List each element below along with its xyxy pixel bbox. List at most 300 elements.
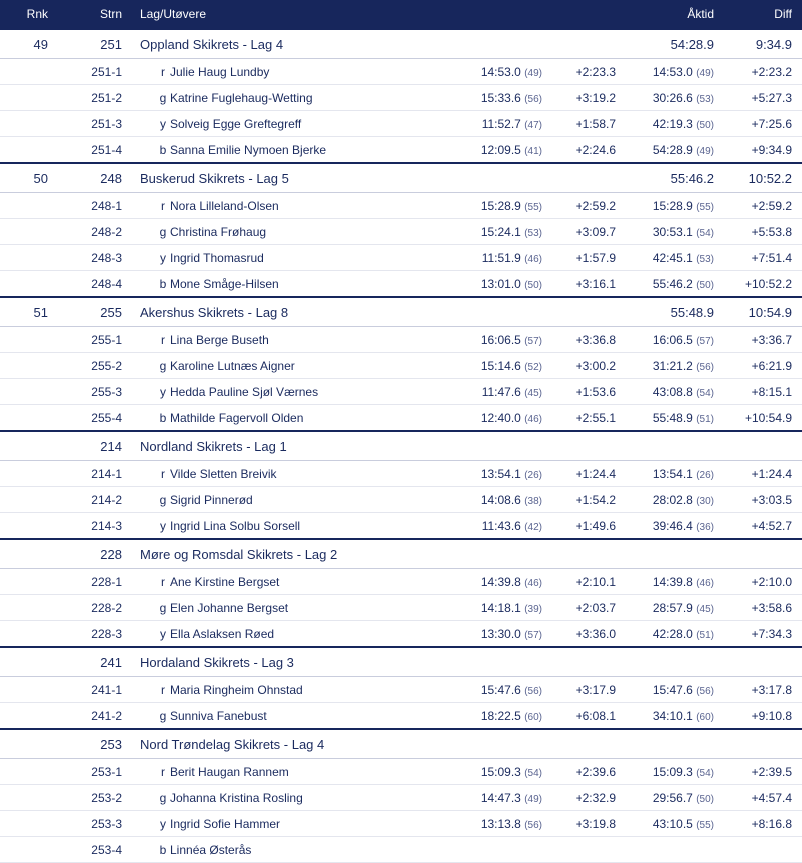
team-name: Akershus Skikrets - Lag 8 — [128, 297, 456, 327]
leg-bib: 248-3 — [54, 245, 128, 271]
cum-time: 28:57.9 — [652, 600, 693, 615]
leg-time-cell — [456, 621, 548, 648]
leg-athlete-cell — [128, 595, 456, 621]
leg-row — [0, 759, 802, 785]
leg-time: 14:47.3 — [480, 790, 521, 805]
cum-time: 29:56.7 — [652, 790, 693, 805]
cum-diff: +4:52.7 — [720, 513, 802, 540]
cum-time-cell — [622, 327, 720, 353]
cum-diff: +7:51.4 — [720, 245, 802, 271]
leg-tag-cell — [0, 837, 54, 863]
cum-time-cell — [622, 461, 720, 487]
leg-rank: (41) — [524, 145, 542, 157]
team-blank-legd — [548, 647, 622, 677]
cum-time: 16:06.5 — [652, 332, 693, 347]
team-row — [0, 29, 802, 59]
leg-time: 12:40.0 — [480, 410, 521, 425]
team-row — [0, 431, 802, 461]
cum-diff: +7:25.6 — [720, 111, 802, 137]
leg-row — [0, 677, 802, 703]
cum-time-cell — [622, 353, 720, 379]
team-diff — [720, 647, 802, 677]
leg-bib: 241-2 — [54, 703, 128, 730]
cum-rank: (26) — [696, 469, 714, 481]
cum-diff: +5:27.3 — [720, 85, 802, 111]
cum-rank: (50) — [696, 793, 714, 805]
cum-rank: (49) — [696, 67, 714, 79]
leg-row — [0, 353, 802, 379]
leg-tag-cell — [0, 379, 54, 405]
cum-time: 30:53.1 — [652, 224, 693, 239]
team-diff — [720, 729, 802, 759]
team-diff — [720, 539, 802, 569]
leg-row — [0, 595, 802, 621]
cum-diff: +2:10.0 — [720, 569, 802, 595]
leg-time-cell — [456, 193, 548, 219]
leg-row — [0, 487, 802, 513]
leg-tag-cell — [0, 193, 54, 219]
leg-bib: 255-1 — [54, 327, 128, 353]
leg-color-tag: g — [159, 790, 167, 805]
cum-diff: +5:53.8 — [720, 219, 802, 245]
cum-rank: (53) — [696, 253, 714, 265]
leg-time-cell — [456, 245, 548, 271]
leg-color-tag: r — [161, 682, 165, 697]
cum-rank: (36) — [696, 521, 714, 533]
leg-time: 15:33.6 — [480, 90, 521, 105]
cum-diff: +7:34.3 — [720, 621, 802, 648]
leg-time-cell — [456, 85, 548, 111]
leg-color-tag: y — [160, 518, 166, 533]
team-rank: 51 — [0, 297, 54, 327]
leg-tag-cell — [0, 487, 54, 513]
leg-athlete-name: Berit Haugan Rannem — [170, 764, 289, 779]
leg-tag-cell — [0, 461, 54, 487]
team-blank-leg — [456, 29, 548, 59]
leg-bib: 248-4 — [54, 271, 128, 298]
leg-time: 14:53.0 — [480, 64, 521, 79]
team-blank-legd — [548, 297, 622, 327]
leg-athlete-name: Karoline Lutnæs Aigner — [170, 358, 295, 373]
team-blank-legd — [548, 29, 622, 59]
leg-athlete-name: Hedda Pauline Sjøl Værnes — [170, 384, 319, 399]
leg-rank: (46) — [524, 253, 542, 265]
cum-diff: +6:21.9 — [720, 353, 802, 379]
leg-tag-cell — [0, 85, 54, 111]
cum-diff: +9:34.9 — [720, 137, 802, 164]
cum-time: 30:26.6 — [652, 90, 693, 105]
cum-time: 14:39.8 — [652, 574, 693, 589]
cum-time-cell — [622, 595, 720, 621]
cum-time: 15:09.3 — [652, 764, 693, 779]
leg-time: 13:01.0 — [480, 276, 521, 291]
team-row — [0, 163, 802, 193]
leg-tag-cell — [0, 785, 54, 811]
leg-athlete-name: Mathilde Fagervoll Olden — [170, 410, 304, 425]
leg-athlete-name: Sanna Emilie Nymoen Bjerke — [170, 142, 327, 157]
cum-diff: +2:59.2 — [720, 193, 802, 219]
leg-bib: 255-2 — [54, 353, 128, 379]
leg-tag-cell — [0, 137, 54, 164]
cum-diff: +3:58.6 — [720, 595, 802, 621]
leg-color-tag: g — [159, 492, 167, 507]
leg-time-cell — [456, 595, 548, 621]
leg-athlete-cell — [128, 219, 456, 245]
leg-athlete-name: Julie Haug Lundby — [170, 64, 270, 79]
leg-bib: 214-1 — [54, 461, 128, 487]
leg-diff: +1:58.7 — [548, 111, 622, 137]
leg-diff: +3:17.9 — [548, 677, 622, 703]
leg-athlete-name: Maria Ringheim Ohnstad — [170, 682, 303, 697]
leg-athlete-name: Ingrid Sofie Hammer — [170, 816, 281, 831]
leg-color-tag: g — [159, 358, 167, 373]
leg-time: 11:51.9 — [481, 250, 521, 265]
cum-rank: (54) — [696, 767, 714, 779]
cum-diff: +4:57.4 — [720, 785, 802, 811]
leg-bib: 214-3 — [54, 513, 128, 540]
team-bib: 228 — [54, 539, 128, 569]
leg-rank: (56) — [524, 685, 542, 697]
team-blank-leg — [456, 539, 548, 569]
leg-time-cell — [456, 677, 548, 703]
cum-time: 13:54.1 — [652, 466, 693, 481]
leg-time: 15:47.6 — [480, 682, 521, 697]
leg-tag-cell — [0, 595, 54, 621]
leg-rank: (55) — [524, 201, 542, 213]
cum-time-cell — [622, 513, 720, 540]
team-blank-leg — [456, 431, 548, 461]
leg-bib: 251-3 — [54, 111, 128, 137]
team-rank — [0, 729, 54, 759]
leg-rank: (56) — [524, 819, 542, 831]
leg-bib: 253-4 — [54, 837, 128, 863]
leg-bib: 251-4 — [54, 137, 128, 164]
leg-bib: 255-4 — [54, 405, 128, 432]
leg-row — [0, 569, 802, 595]
leg-athlete-cell — [128, 245, 456, 271]
leg-diff: +2:32.9 — [548, 785, 622, 811]
leg-rank: (39) — [524, 603, 542, 615]
leg-athlete-name: Ane Kirstine Bergset — [170, 574, 280, 589]
team-diff — [720, 431, 802, 461]
leg-diff: +2:55.1 — [548, 405, 622, 432]
leg-diff: +3:09.7 — [548, 219, 622, 245]
leg-rank: (53) — [524, 227, 542, 239]
leg-color-tag: b — [159, 276, 167, 291]
cum-diff: +3:03.5 — [720, 487, 802, 513]
team-total: 55:48.9 — [622, 297, 720, 327]
leg-time-cell — [456, 759, 548, 785]
leg-athlete-name: Mone Småge-Hilsen — [170, 276, 279, 291]
leg-athlete-name: Katrine Fuglehaug-Wetting — [170, 90, 313, 105]
leg-time: 14:08.6 — [480, 492, 521, 507]
cum-rank: (30) — [696, 495, 714, 507]
leg-athlete-cell — [128, 405, 456, 432]
leg-row — [0, 405, 802, 432]
leg-time-cell — [456, 513, 548, 540]
leg-rank: (54) — [524, 767, 542, 779]
leg-row — [0, 785, 802, 811]
leg-row — [0, 193, 802, 219]
cum-time: 42:28.0 — [652, 626, 693, 641]
leg-time: 11:47.6 — [481, 384, 521, 399]
leg-rank: (49) — [524, 67, 542, 79]
leg-athlete-name: Ingrid Lina Solbu Sorsell — [170, 518, 301, 533]
team-total — [622, 539, 720, 569]
leg-time-cell — [456, 137, 548, 164]
leg-row — [0, 245, 802, 271]
team-diff: 10:52.2 — [720, 163, 802, 193]
cum-diff: +3:17.8 — [720, 677, 802, 703]
leg-color-tag: b — [159, 142, 167, 157]
leg-athlete-name: Sunniva Fanebust — [170, 708, 267, 723]
leg-bib: 228-2 — [54, 595, 128, 621]
leg-athlete-name: Ella Aslaksen Røed — [170, 626, 275, 641]
cum-time-cell — [622, 193, 720, 219]
team-row — [0, 729, 802, 759]
leg-diff: +1:57.9 — [548, 245, 622, 271]
leg-diff: +1:54.2 — [548, 487, 622, 513]
cum-time: 39:46.4 — [652, 518, 693, 533]
leg-athlete-cell — [128, 759, 456, 785]
leg-time: 15:09.3 — [480, 764, 521, 779]
cum-time: 55:46.2 — [652, 276, 693, 291]
leg-row — [0, 703, 802, 730]
leg-athlete-name: Nora Lilleland-Olsen — [170, 198, 279, 213]
cum-time-cell — [622, 487, 720, 513]
leg-color-tag: g — [159, 708, 167, 723]
leg-athlete-cell — [128, 677, 456, 703]
cum-time-cell — [622, 219, 720, 245]
cum-rank: (51) — [696, 629, 714, 641]
team-row — [0, 539, 802, 569]
cum-rank: (54) — [696, 387, 714, 399]
cum-time: 34:10.1 — [652, 708, 693, 723]
team-rank: 49 — [0, 29, 54, 59]
leg-athlete-name: Elen Johanne Bergset — [170, 600, 289, 615]
leg-color-tag: g — [159, 90, 167, 105]
cum-time-cell — [622, 621, 720, 648]
leg-diff: +3:36.0 — [548, 621, 622, 648]
cum-time: 31:21.2 — [652, 358, 693, 373]
cum-time: 15:28.9 — [652, 198, 693, 213]
team-blank-leg — [456, 729, 548, 759]
leg-time: 13:30.0 — [480, 626, 521, 641]
team-rank: 50 — [0, 163, 54, 193]
leg-row — [0, 137, 802, 164]
leg-time-cell — [456, 569, 548, 595]
leg-diff: +1:49.6 — [548, 513, 622, 540]
header-bib: Strn — [54, 0, 128, 29]
cum-time-cell — [622, 785, 720, 811]
leg-time: 14:18.1 — [480, 600, 521, 615]
leg-time-cell — [456, 785, 548, 811]
leg-row — [0, 513, 802, 540]
cum-time: 43:10.5 — [652, 816, 693, 831]
leg-time-cell — [456, 837, 548, 863]
leg-time: 16:06.5 — [480, 332, 521, 347]
team-rank — [0, 431, 54, 461]
leg-athlete-cell — [128, 85, 456, 111]
team-name: Hordaland Skikrets - Lag 3 — [128, 647, 456, 677]
cum-diff: +8:15.1 — [720, 379, 802, 405]
leg-athlete-cell — [128, 193, 456, 219]
cum-time-cell — [622, 85, 720, 111]
cum-time-cell — [622, 703, 720, 730]
leg-time-cell — [456, 379, 548, 405]
cum-time-cell — [622, 245, 720, 271]
team-blank-legd — [548, 163, 622, 193]
team-name: Nord Trøndelag Skikrets - Lag 4 — [128, 729, 456, 759]
leg-athlete-name: Christina Frøhaug — [170, 224, 267, 239]
cum-time: 28:02.8 — [652, 492, 693, 507]
cum-rank: (56) — [696, 361, 714, 373]
cum-diff: +9:10.8 — [720, 703, 802, 730]
leg-bib: 253-1 — [54, 759, 128, 785]
team-bib: 255 — [54, 297, 128, 327]
leg-time-cell — [456, 59, 548, 85]
leg-diff: +2:10.1 — [548, 569, 622, 595]
leg-athlete-cell — [128, 513, 456, 540]
leg-tag-cell — [0, 327, 54, 353]
leg-diff: +3:19.8 — [548, 811, 622, 837]
team-name: Nordland Skikrets - Lag 1 — [128, 431, 456, 461]
leg-row — [0, 219, 802, 245]
header-leg-diff — [548, 0, 622, 29]
team-diff: 9:34.9 — [720, 29, 802, 59]
leg-time-cell — [456, 405, 548, 432]
leg-athlete-cell — [128, 569, 456, 595]
cum-time-cell — [622, 837, 720, 863]
cum-rank: (51) — [696, 413, 714, 425]
leg-athlete-cell — [128, 811, 456, 837]
leg-athlete-cell — [128, 137, 456, 164]
cum-time: 14:53.0 — [652, 64, 693, 79]
team-bib: 248 — [54, 163, 128, 193]
leg-diff: +3:19.2 — [548, 85, 622, 111]
leg-color-tag: r — [161, 198, 165, 213]
leg-color-tag: r — [161, 466, 165, 481]
team-total: 54:28.9 — [622, 29, 720, 59]
leg-athlete-cell — [128, 461, 456, 487]
cum-time-cell — [622, 759, 720, 785]
leg-rank: (50) — [524, 279, 542, 291]
leg-row — [0, 811, 802, 837]
leg-tag-cell — [0, 703, 54, 730]
leg-color-tag: r — [161, 332, 165, 347]
leg-tag-cell — [0, 219, 54, 245]
leg-athlete-cell — [128, 353, 456, 379]
team-blank-legd — [548, 539, 622, 569]
leg-diff: +2:39.6 — [548, 759, 622, 785]
leg-row — [0, 111, 802, 137]
leg-tag-cell — [0, 271, 54, 298]
cum-time: 55:48.9 — [652, 410, 693, 425]
header-rank: Rnk — [0, 0, 54, 29]
leg-bib: 228-3 — [54, 621, 128, 648]
leg-rank: (47) — [524, 119, 542, 131]
cum-rank: (60) — [696, 711, 714, 723]
leg-time: 15:24.1 — [480, 224, 521, 239]
leg-athlete-name: Sigrid Pinnerød — [170, 492, 253, 507]
cum-diff: +10:54.9 — [720, 405, 802, 432]
leg-time: 12:09.5 — [480, 142, 521, 157]
team-blank-leg — [456, 647, 548, 677]
cum-time: 43:08.8 — [652, 384, 693, 399]
team-diff: 10:54.9 — [720, 297, 802, 327]
leg-row — [0, 327, 802, 353]
cum-time-cell — [622, 379, 720, 405]
leg-athlete-cell — [128, 837, 456, 863]
leg-row — [0, 59, 802, 85]
table-body — [0, 29, 802, 863]
cum-rank: (55) — [696, 201, 714, 213]
team-name: Oppland Skikrets - Lag 4 — [128, 29, 456, 59]
cum-time-cell — [622, 569, 720, 595]
leg-athlete-cell — [128, 621, 456, 648]
table-header — [0, 0, 802, 29]
cum-time: 42:19.3 — [652, 116, 693, 131]
leg-time-cell — [456, 703, 548, 730]
cum-time-cell — [622, 111, 720, 137]
leg-bib: 251-2 — [54, 85, 128, 111]
leg-tag-cell — [0, 59, 54, 85]
leg-time: 13:54.1 — [480, 466, 521, 481]
leg-athlete-cell — [128, 487, 456, 513]
leg-bib: 253-2 — [54, 785, 128, 811]
leg-diff: +1:53.6 — [548, 379, 622, 405]
leg-athlete-cell — [128, 271, 456, 298]
leg-diff: +2:23.3 — [548, 59, 622, 85]
cum-rank: (56) — [696, 685, 714, 697]
cum-diff: +2:39.5 — [720, 759, 802, 785]
leg-time-cell — [456, 271, 548, 298]
leg-time-cell — [456, 111, 548, 137]
leg-time: 14:39.8 — [480, 574, 521, 589]
leg-color-tag: y — [160, 384, 166, 399]
leg-color-tag: y — [160, 816, 166, 831]
team-total — [622, 647, 720, 677]
leg-tag-cell — [0, 811, 54, 837]
cum-time-cell — [622, 137, 720, 164]
cum-rank: (54) — [696, 227, 714, 239]
cum-time-cell — [622, 677, 720, 703]
leg-time: 15:28.9 — [480, 198, 521, 213]
leg-athlete-name: Vilde Sletten Breivik — [170, 466, 277, 481]
leg-color-tag: r — [161, 64, 165, 79]
leg-rank: (38) — [524, 495, 542, 507]
leg-tag-cell — [0, 513, 54, 540]
leg-color-tag: y — [160, 116, 166, 131]
leg-athlete-name: Solveig Egge Greftegreff — [170, 116, 302, 131]
team-blank-legd — [548, 431, 622, 461]
leg-rank: (42) — [524, 521, 542, 533]
leg-bib: 214-2 — [54, 487, 128, 513]
leg-bib: 253-3 — [54, 811, 128, 837]
leg-time: 13:13.8 — [480, 816, 521, 831]
leg-time-cell — [456, 219, 548, 245]
leg-color-tag: g — [159, 224, 167, 239]
cum-time: 42:45.1 — [652, 250, 693, 265]
leg-athlete-name: Ingrid Thomasrud — [170, 250, 264, 265]
leg-time-cell — [456, 327, 548, 353]
cum-rank: (49) — [696, 145, 714, 157]
leg-rank: (26) — [524, 469, 542, 481]
team-blank-leg — [456, 297, 548, 327]
leg-bib: 228-1 — [54, 569, 128, 595]
leg-athlete-cell — [128, 327, 456, 353]
leg-row — [0, 621, 802, 648]
